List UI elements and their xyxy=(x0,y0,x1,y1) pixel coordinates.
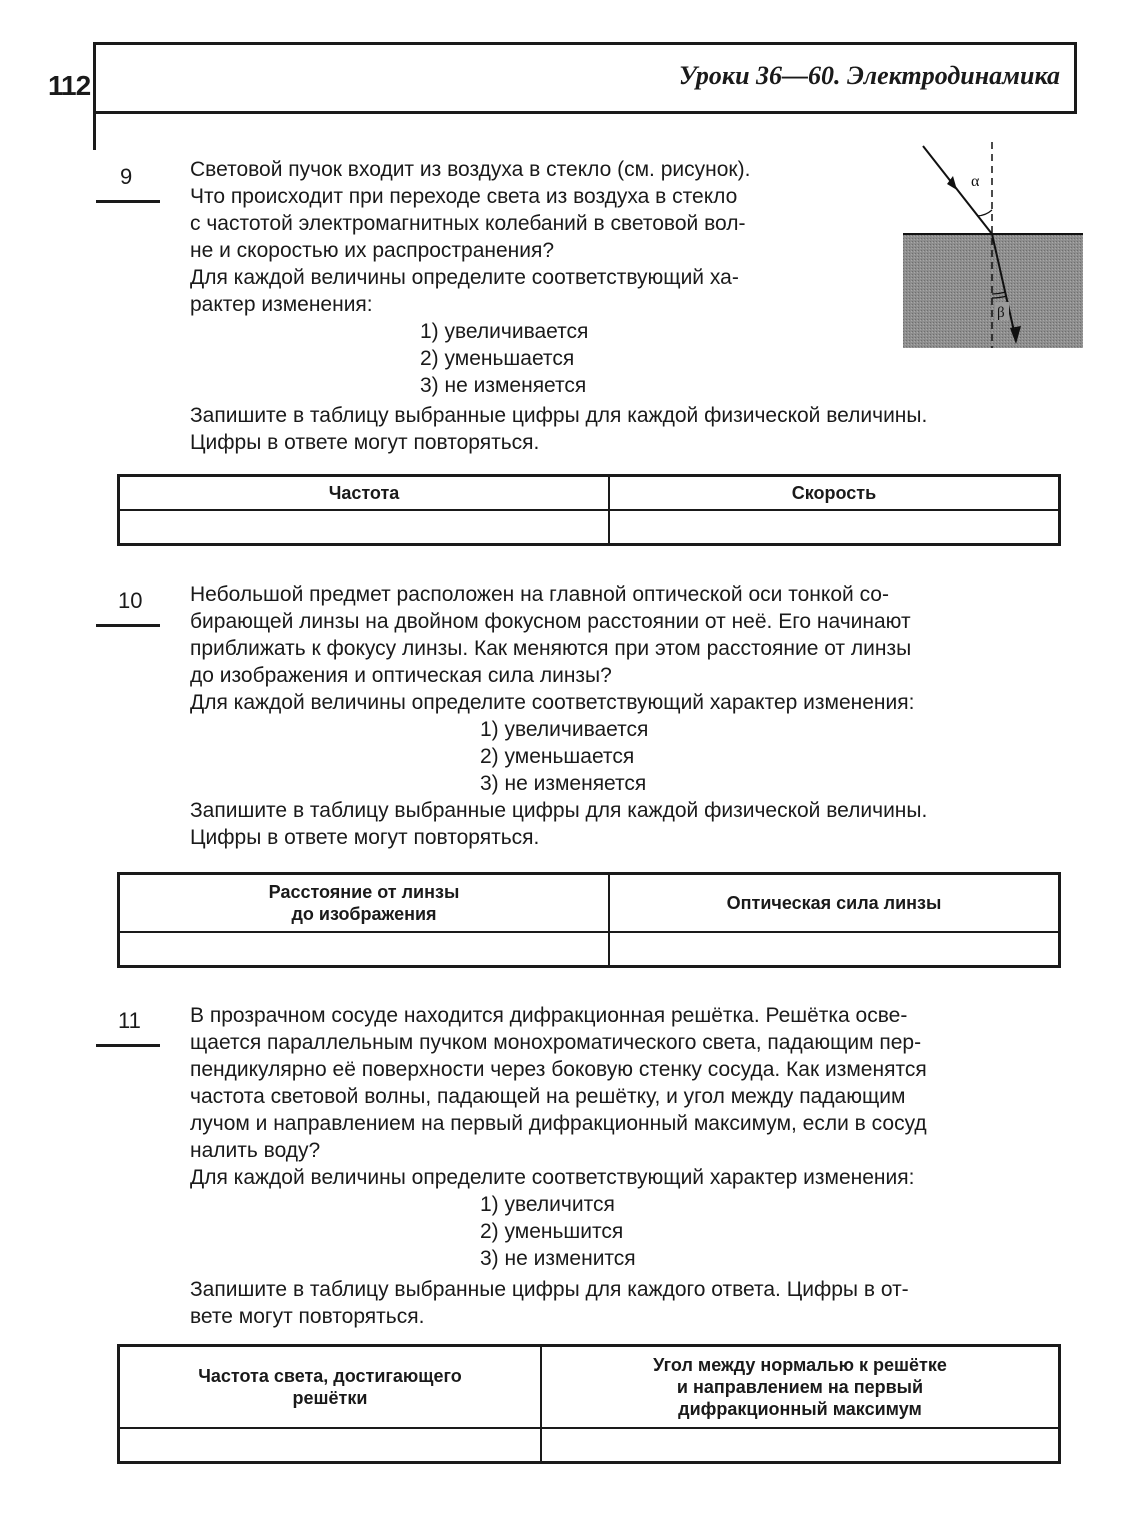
text-line: Для каждой величины определите соответствующий характер изменения: xyxy=(190,691,915,714)
answer-cell[interactable] xyxy=(119,510,610,545)
option-increase: 1) увеличится xyxy=(480,1193,615,1216)
answer-cell[interactable] xyxy=(119,932,610,967)
answer-cell[interactable] xyxy=(541,1428,1060,1463)
text-line: Световой пучок входит из воздуха в стекло (см. рисунок). xyxy=(190,158,751,181)
text-line: до изображения и оптическая сила линзы? xyxy=(190,664,612,687)
task-11-instruction xyxy=(190,1276,1082,1330)
text-line: с частотой электромагнитных колебаний в световой вол- xyxy=(190,212,746,235)
option-decrease: 2) уменьшается xyxy=(420,347,575,370)
header-line: Расстояние от линзы xyxy=(268,881,460,902)
text-line: частота световой волны, падающей на решётку, и угол между падающим xyxy=(190,1085,906,1108)
option-unchanged: 3) не изменяется xyxy=(420,374,587,397)
header-line: Частота света, достигающего xyxy=(198,1365,462,1386)
text-line: Для каждой величины определите соответствующий ха- xyxy=(190,266,739,289)
task-10-instruction xyxy=(190,797,1082,851)
text-line: рактер изменения: xyxy=(190,293,373,316)
task-9-options xyxy=(420,318,588,399)
option-unchanged: 3) не изменяется xyxy=(480,772,647,795)
column-header xyxy=(119,1346,542,1428)
header-line: Угол между нормалью к решётке xyxy=(653,1354,947,1375)
angle-alpha-label: α xyxy=(971,173,980,190)
glass-block xyxy=(903,234,1083,348)
text-line: пендикулярно её поверхности через боковую стенку сосуда. Как изменятся xyxy=(190,1058,927,1081)
text-line: Запишите в таблицу выбранные цифры для каждого ответа. Цифры в от- xyxy=(190,1278,909,1301)
text-line: Цифры в ответе могут повторяться. xyxy=(190,431,540,454)
text-line: лучом и направлением на первый дифракционный максимум, если в сосуд xyxy=(190,1112,927,1135)
task-10-number: 10 xyxy=(118,588,143,613)
text-line: В прозрачном сосуде находится дифракционная решётка. Решётка осве- xyxy=(190,1004,908,1027)
header-line: и направлением на первый xyxy=(676,1376,924,1397)
task-10-options xyxy=(480,716,648,797)
running-header xyxy=(93,42,1077,114)
column-header: Частота xyxy=(119,476,610,510)
answer-cell[interactable] xyxy=(609,932,1060,967)
task-10-answer-table xyxy=(117,872,1061,968)
text-line: бирающей линзы на двойном фокусном расстоянии от неё. Его начинают xyxy=(190,610,911,633)
text-line: Для каждой величины определите соответствующий характер изменения: xyxy=(190,1166,915,1189)
task-11-number: 11 xyxy=(118,1008,141,1033)
text-line: Небольшой предмет расположен на главной оптической оси тонкой со- xyxy=(190,583,889,606)
text-line: вете могут повторяться. xyxy=(190,1305,425,1328)
refraction-diagram xyxy=(903,142,1083,348)
column-header xyxy=(609,874,1060,932)
task-11-options xyxy=(480,1191,636,1272)
header-line: решётки xyxy=(292,1387,368,1408)
option-increase: 1) увеличивается xyxy=(480,718,649,741)
answer-cell[interactable] xyxy=(609,510,1060,545)
incident-ray xyxy=(923,146,992,234)
header-divider xyxy=(93,114,96,150)
text-line: щается параллельным пучком монохроматического света, падающим пер- xyxy=(190,1031,922,1054)
option-decrease: 2) уменьшится xyxy=(480,1220,624,1243)
option-unchanged: 3) не изменится xyxy=(480,1247,636,1270)
option-decrease: 2) уменьшается xyxy=(480,745,635,768)
task-9-answer-mark xyxy=(96,200,160,203)
angle-alpha-arc xyxy=(977,210,992,216)
text-line: налить воду? xyxy=(190,1139,321,1162)
task-11-answer-mark xyxy=(96,1044,160,1047)
task-9-number: 9 xyxy=(120,164,133,189)
column-header xyxy=(541,1346,1060,1428)
column-header: Скорость xyxy=(609,476,1060,510)
option-increase: 1) увеличивается xyxy=(420,320,589,343)
angle-beta-label: β xyxy=(997,305,1005,321)
text-line: не и скоростью их распространения? xyxy=(190,239,555,262)
task-9-statement xyxy=(190,156,874,318)
text-line: Цифры в ответе могут повторяться. xyxy=(190,826,540,849)
task-10-statement xyxy=(190,581,1082,716)
text-line: Запишите в таблицу выбранные цифры для каждой физической величины. xyxy=(190,799,928,822)
column-header xyxy=(119,874,610,932)
answer-cell[interactable] xyxy=(119,1428,542,1463)
task-11-statement xyxy=(190,1002,1082,1191)
page-number: 112 xyxy=(48,70,91,101)
task-9-instruction xyxy=(190,402,1082,456)
header-line: дифракционный максимум xyxy=(678,1398,922,1419)
text-line: приближать к фокусу линзы. Как меняются при этом расстояние от линзы xyxy=(190,637,912,660)
task-9-answer-table xyxy=(117,474,1061,546)
task-11-answer-table xyxy=(117,1344,1061,1464)
header-line: Оптическая сила линзы xyxy=(726,892,942,913)
text-line: Запишите в таблицу выбранные цифры для каждой физической величины. xyxy=(190,404,928,427)
text-line: Что происходит при переходе света из воздуха в стекло xyxy=(190,185,738,208)
task-10-answer-mark xyxy=(96,624,160,627)
chapter-title: Уроки 36—60. Электродинамика xyxy=(678,61,1060,90)
header-line: до изображения xyxy=(291,903,437,924)
